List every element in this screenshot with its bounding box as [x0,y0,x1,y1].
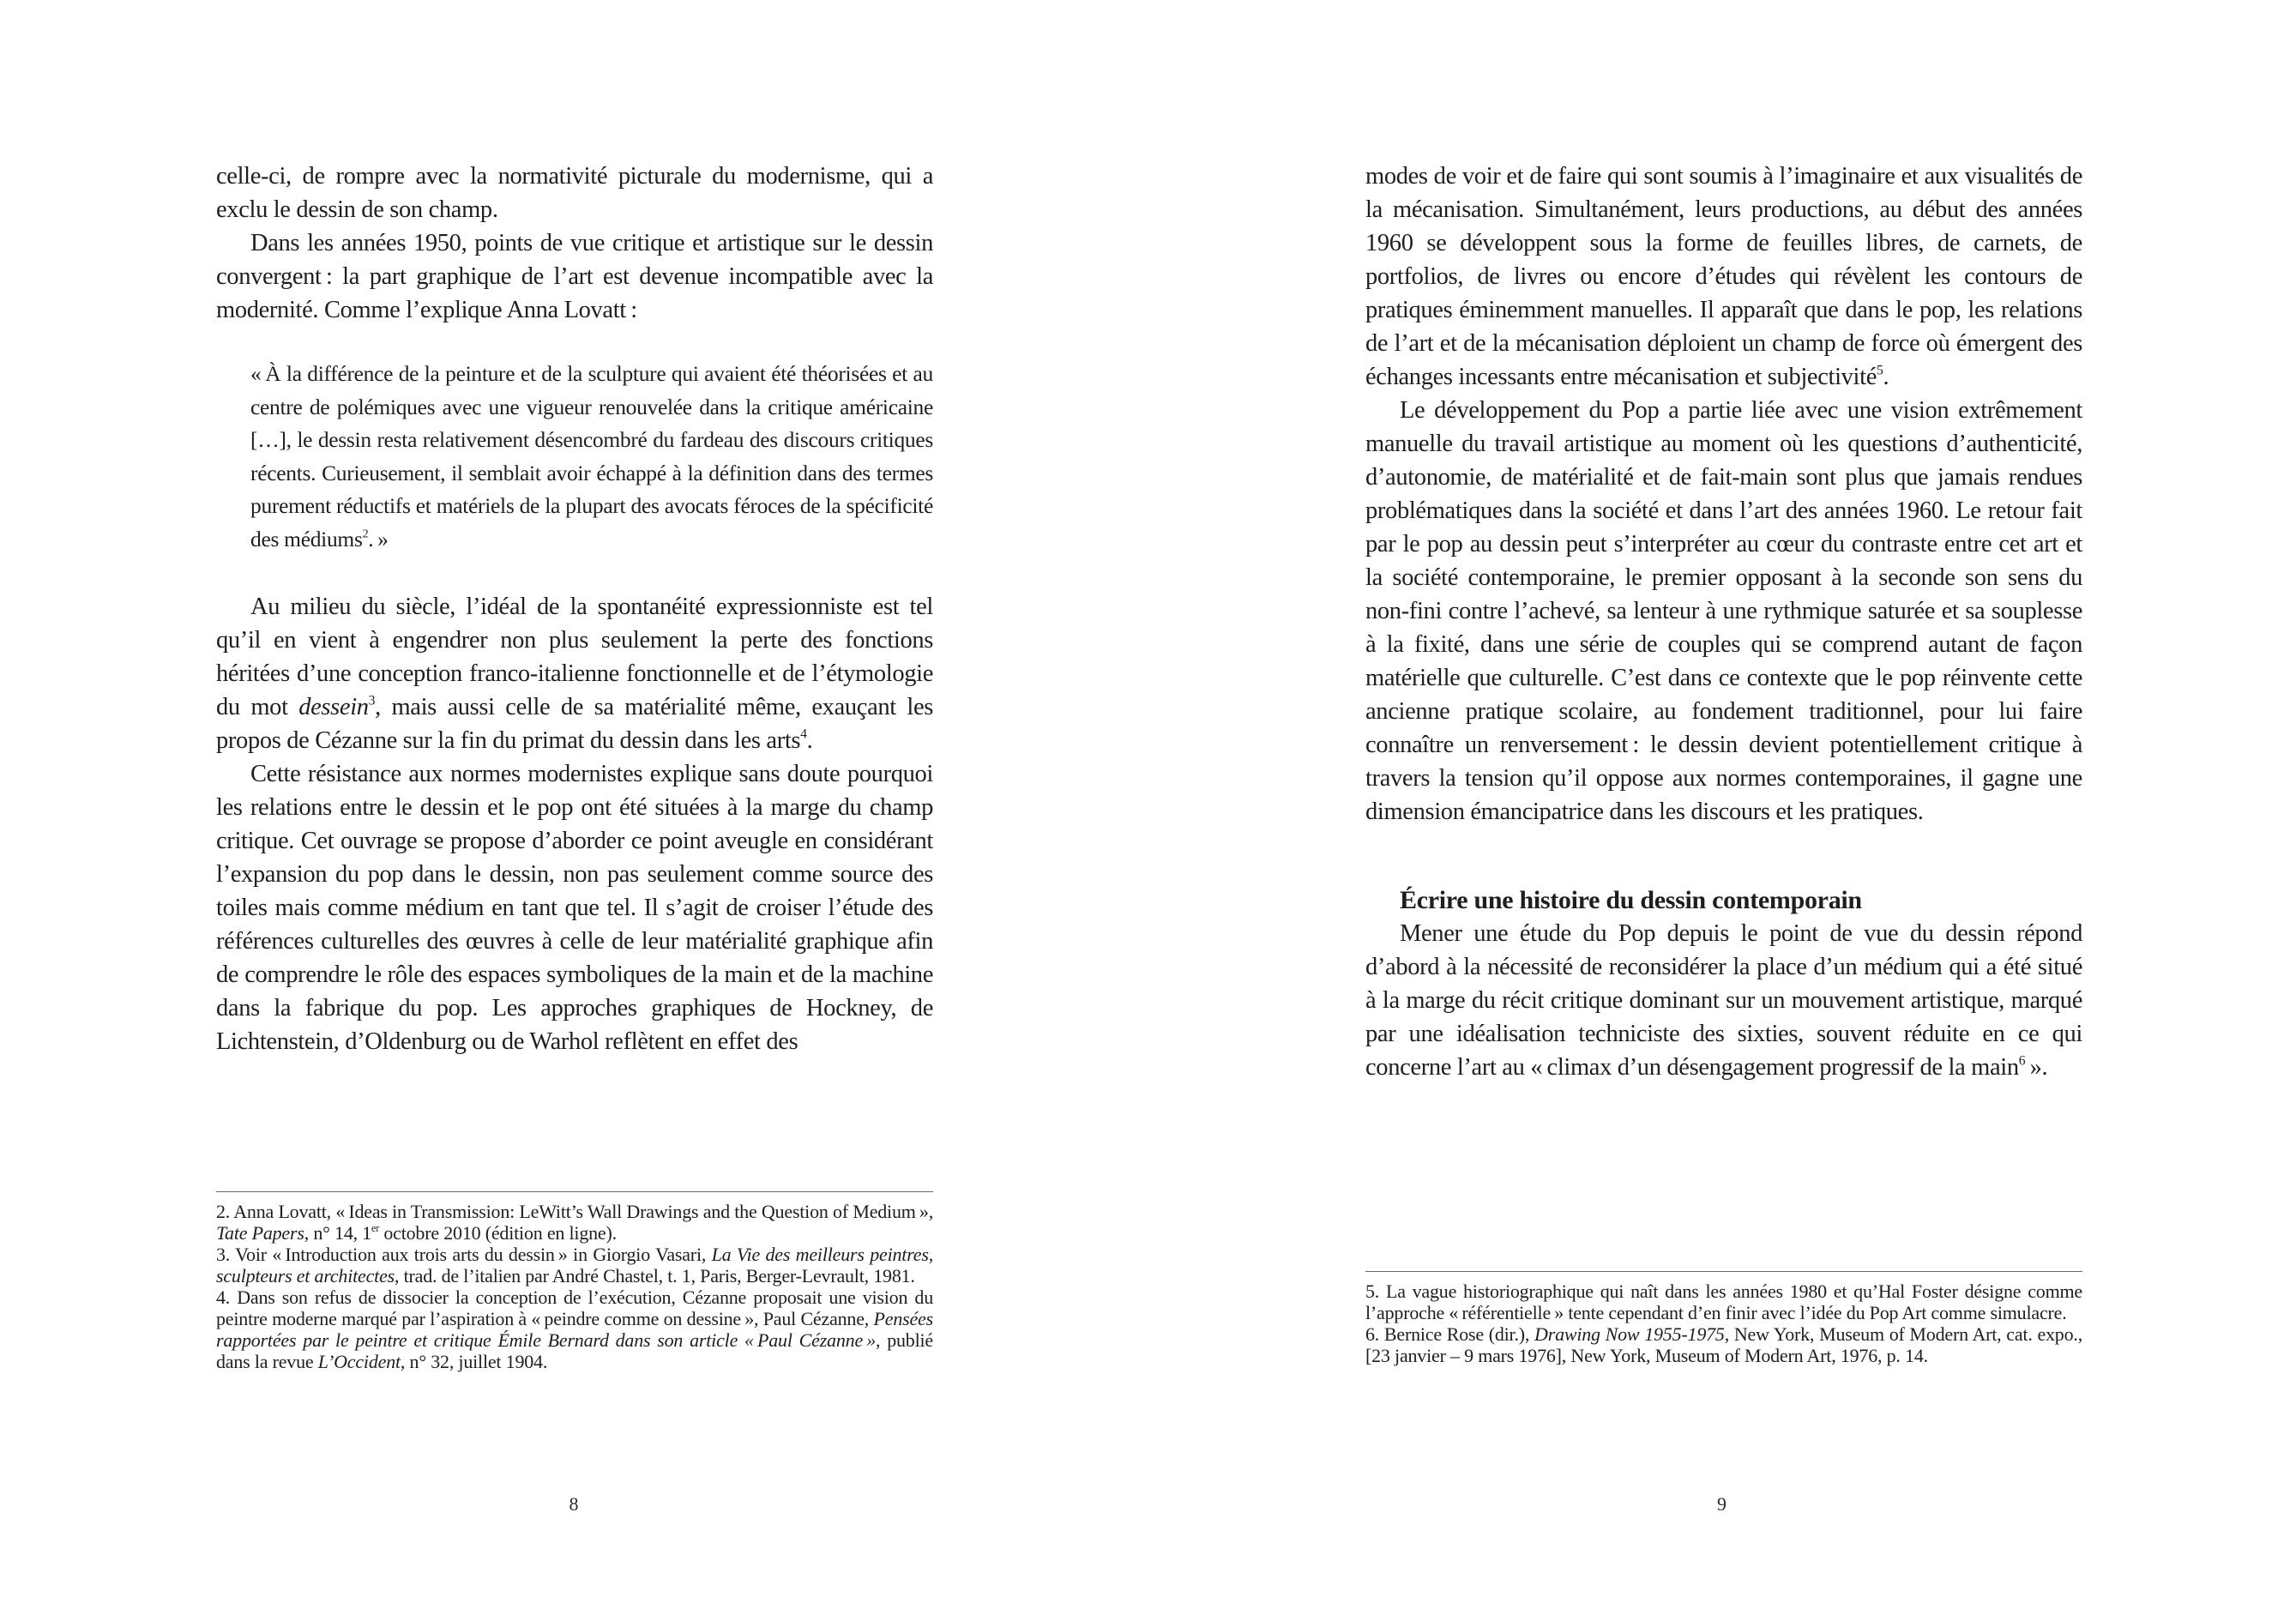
paragraph-text: Cette résistance aux normes modernistes explique sans doute pourquoi les relations entre le dessin et le pop ont été situées à la marge du champ critique. Cet ouvrage se propose d’aborder ce point aveugle en considérant l’expansion du pop dans le dessin, non pas seulement comme source des toiles mais comme médium en tant que tel. Il s’agit de croiser l’étude des références culturelles des œuvres à celle de leur matérialité graphique afin de comprendre le rôle des espaces symboliques de la main et de la machine dans la fabrique du pop. Les approches graphiques de Hockney, de Lichtenstein, d’Oldenburg ou de Warhol reflètent en effet des [216,761,933,1055]
footnote-ref-3[interactable]: 3 [368,693,376,708]
footnote-text: 5. La vague historiographique qui naît dans les années 1980 et qu’Hal Foster désigne comme l’approche « référentielle » tente cependant d’en finir avec l’idée du Pop Art comme simulacre. [1365,1281,2082,1323]
paragraph-text: Le développement du Pop a partie liée avec une vision extrêmement manuelle du travail artistique au moment où les questions d’authenticité, d’autonomie, de matérialité et de fait-main sont plus que jamais rendues problématiques dans la société et dans l’art des années 1960. Le retour fait par le pop au dessin peut s’interpréter au cœur du contraste entre cet art et la société contemporaine, le premier opposant à la seconde son sens du non-fini contre l’achevé, sa lenteur à une rythmique saturée et sa souplesse à la fixité, dans une série de couples qui se comprend autant de façon matérielle que culturelle. C’est dans ce contexte que le pop réinvente cette ancienne pratique scolaire, au fondement traditionnel, pour lui faire connaître un renversement : le dessin devient potentiellement critique à travers la tension qu’il oppose aux normes contemporaines, il gagne une dimension émancipatrice dans les discours et les pratiques. [1365,397,2082,825]
footnote-text: octobre 2010 (édition en ligne). [379,1222,617,1244]
section-heading: Écrire une histoire du dessin contemporain [1400,886,1862,914]
footnote-text: 4. Dans son refus de dissocier la conception de l’exécution, Cézanne proposait une vision du peintre moderne marqué par l’aspiration à « peindre comme on dessine », Paul Cézanne, [216,1287,933,1329]
footnote-ref-4[interactable]: 4 [800,726,807,742]
paragraph-text: Dans les années 1950, points de vue critique et artistique sur le dessin convergent : la part graphique de l’art est devenue incompatible avec la modernité. Comme l’explique Anna Lovatt : [216,230,933,323]
ordinal-suffix: er [371,1221,380,1234]
footnote-6 [1365,1323,2082,1366]
footnote-title: La Vie des meilleurs peintres, sculpteurs et architectes [216,1244,933,1287]
paragraph [1365,394,2082,829]
footnote-ref-2[interactable]: 2 [362,527,369,540]
footnote-title: Drawing Now 1955-1975 [1534,1323,1725,1345]
footnote-text: 2. Anna Lovatt, « Ideas in Transmission: LeWitt’s Wall Drawings and the Question of Medium », [216,1201,933,1222]
paragraph-text: . [806,727,813,754]
footnote-3 [216,1244,933,1287]
paragraph-text: , mais aussi celle de sa matérialité même, exauçant les propos de Cézanne sur la fin du primat du dessin dans les arts [216,694,934,754]
footnote-text: , n° 14, 1 [304,1222,372,1244]
page-number: 8 [569,1493,579,1515]
footnote-title: Tate Papers [216,1222,304,1244]
footnote-text: , publié dans la revue [216,1329,933,1372]
footnote-divider [1365,1271,2082,1272]
footnote-text: , n° 32, juillet 1904. [400,1351,548,1372]
paragraph [216,590,933,757]
right-main-text [1365,160,2082,1084]
footnote-text: , trad. de l’italien par André Chastel, t. 1, Paris, Berger-Levrault, 1981. [395,1265,915,1287]
footnote-2 [216,1201,933,1244]
paragraph [1365,917,2082,1084]
right-footnotes [1365,1271,2082,1366]
right-page [1148,0,2296,1621]
italic-term: dessein [298,694,369,720]
paragraph [216,160,933,226]
paragraph-text: Mener une étude du Pop depuis le point de vue du dessin répond d’abord à la nécessité de reconsidérer la place d’un médium qui a été situé à la marge du récit critique dominant sur un mouvement artistique, marqué par une idéalisation techniciste des sixties, souvent réduite en ce qui concerne l’art au « climax d’un désengagement progressif de la main [1365,920,2082,1081]
quote-end: . » [368,526,389,551]
footnote-title: Pensées rapportées par le peintre et critique Émile Bernard dans son article « Paul Cézanne » [216,1308,933,1351]
footnote-text: 6. Bernice Rose (dir.), [1365,1323,1535,1345]
left-main-text [216,160,933,1058]
quote-text: « À la différence de la peinture et de la sculpture qui avaient été théorisées et au centre de polémiques avec une vigueur renouvelée dans la critique américaine […], le dessin resta relativement désencombré du fardeau des discours critiques récents. Curieusement, il semblait avoir échappé à la définition dans des termes purement réductifs et matériels de la plupart des avocats féroces de la spécificité des médiums [250,361,933,551]
footnote-text: , New York, Museum of Modern Art, cat. expo., [23 janvier – 9 mars 1976], New York, Museum of Modern Art, 1976, p. 14. [1365,1323,2083,1366]
footnote-divider [216,1191,933,1192]
block-quote [250,358,933,556]
page-number: 9 [1717,1493,1727,1515]
paragraph [216,226,933,327]
paragraph-text: Au milieu du siècle, l’idéal de la spontanéité expressionniste est tel qu’il en vient à engendrer non plus seulement la perte des fonctions héritées d’une conception franco-italienne fonctionnelle et de l’étymologie du mot [216,594,933,720]
paragraph-text: . [1883,364,1889,390]
footnote-ref-5[interactable]: 5 [1877,363,1883,378]
left-footnotes [216,1191,933,1372]
paragraph-text: celle-ci, de rompre avec la normativité picturale du modernisme, qui a exclu le dessin de son champ. [216,163,933,223]
footnote-4 [216,1287,933,1372]
footnote-ref-6[interactable]: 6 [2018,1053,2026,1069]
paragraph [1365,160,2082,394]
paragraph-text: ». [2025,1054,2048,1081]
footnote-text: 3. Voir « Introduction aux trois arts du dessin » in Giorgio Vasari, [216,1244,712,1265]
footnote-5 [1365,1281,2082,1323]
paragraph [216,757,933,1058]
paragraph-text: modes de voir et de faire qui sont soumis à l’imaginaire et aux visualités de la mécanisation. Simultanément, leurs productions, au début des années 1960 se développent sous la forme de feuilles libres, de carnets, de portfolios, de livres ou encore d’études qui révèlent les contours de pratiques éminemment manuelles. Il apparaît que dans le pop, les relations de l’art et de la mécanisation déploient un champ de force où émergent des échanges incessants entre mécanisation et subjectivité [1365,163,2082,390]
footnote-title: L’Occident [317,1351,401,1372]
